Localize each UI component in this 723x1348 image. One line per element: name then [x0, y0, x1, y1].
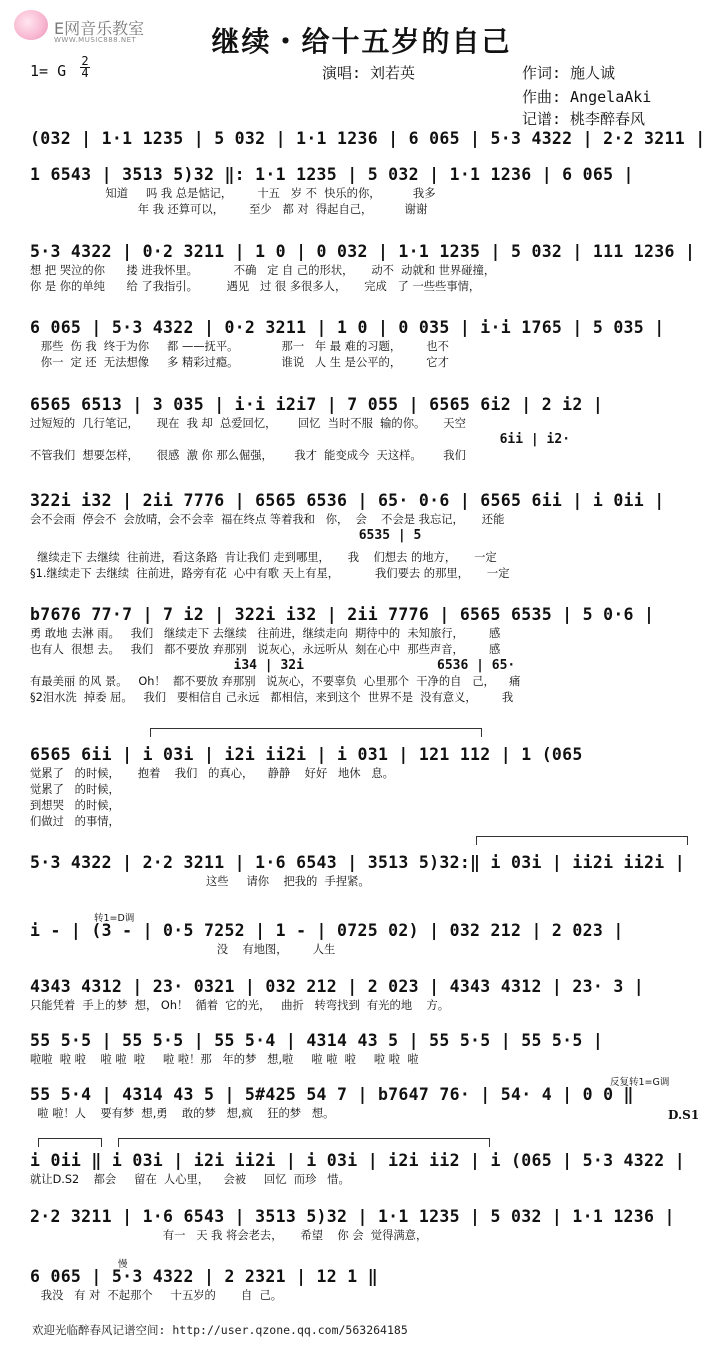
volta-bracket	[150, 728, 482, 737]
lyric-line: 就让D.S2 都会 留在 人心里， 会被 回忆 而珍 惜。	[30, 1173, 350, 1186]
lyric-line: 过短短的 几行笔记， 现在 我 却 总爱回忆， 回忆 当时不服 输的你。 天空	[30, 417, 466, 430]
notes-line: 6565 6513 | 3 035 | i·i i2i7 | 7 055 | 6565 6i2 | 2 i2 |	[30, 395, 604, 414]
score-line-1	[30, 128, 713, 150]
score-line-12	[30, 1030, 713, 1068]
lyric-line: 年 我 还算可以， 至少 都 对 得起自己， 谢谢	[30, 203, 428, 216]
lyric-line: 勇 敢地 去淋 雨。 我们 继续走下 去继续 往前进，继续走向 期待中的 未知旅行， 感	[30, 627, 501, 640]
lyric-line: §1.继续走下 去继续 往前进，路旁有花 心中有歌 天上有星， 我们要去 的那里， 一定	[30, 567, 510, 580]
time-top: 2	[81, 54, 89, 68]
notes-line: 6565 6ii | i 03i | i2i ii2i | i 031 | 121 112 | 1 (065	[30, 745, 583, 764]
transcriber-credit: 记谱: 桃李醉春风	[522, 110, 646, 128]
lyric-line: 没 有地图， 人生	[30, 943, 336, 956]
lyric-line: 到想哭 的时候，	[30, 799, 120, 812]
lyric-line: 觉累了 的时候， 抱着 我们 的真心， 静静 好好 地休 息。	[30, 767, 394, 780]
lyric-line: 啦 啦！人 要有梦 想,勇 敢的梦 想,疯 狂的梦 想。	[30, 1107, 335, 1120]
score-line-13	[30, 1084, 713, 1122]
notes-line: 5·3 4322 | 0·2 3211 | 1 0 | 0 032 | 1·1 1235 | 5 032 | 111 1236 |	[30, 242, 696, 261]
notes-line: 2·2 3211 | 1·6 6543 | 3513 5)32 | 1·1 1235 | 5 032 | 1·1 1236 |	[30, 1207, 675, 1226]
repeat-note: 反复转1=G调	[610, 1077, 670, 1088]
lyric-line: 你 是 你的单纯 给 了我指引。 遇见 过 很 多很多人， 完成 了 一些些事情，	[30, 280, 481, 293]
lyric-line: 啦啦 啦 啦 啦 啦 啦 啦 啦！那 年的梦 想,啦 啦 啦 啦 啦 啦 啦	[30, 1053, 419, 1066]
notes-line: i - | (3 - | 0·5 7252 | 1 - | 0725 02) | 032 212 | 2 023 |	[30, 921, 624, 940]
logo-text: E网音乐教室	[54, 19, 145, 38]
notes-line: 6 065 | 5·3 4322 | 2 2321 | 12 1 ‖	[30, 1267, 378, 1286]
singer-credit: 演唱: 刘若英	[322, 64, 416, 82]
lyric-line: 们做过 的事情，	[30, 815, 120, 828]
notes-line: b7676 77·7 | 7 i2 | 322i i32 | 2ii 7776 | 6565 6535 | 5 0·6 |	[30, 605, 655, 624]
score-line-4	[30, 317, 713, 371]
lyric-line: 我没 有 对 不起那个 十五岁的 自 己。	[30, 1289, 283, 1302]
lyric-line: 这些 请你 把我的 手捏紧。	[30, 875, 370, 888]
volta-bracket-3	[38, 1138, 102, 1147]
time-signature	[80, 56, 90, 79]
notes-line: 6 065 | 5·3 4322 | 0·2 3211 | 1 0 | 0 035 | i·i 1765 | 5 035 |	[30, 318, 665, 337]
lyricist-credit: 作词: 施人诚	[522, 64, 616, 82]
lyric-line: 只能凭着 手上的梦 想， Oh！ 循着 它的光， 曲折 转弯找到 有光的地 方。	[30, 999, 450, 1012]
score-line-10	[30, 920, 713, 958]
lyric-line: §2泪水洗 掉委 屈。 我们 要相信自 己永远 都相信，来到这个 世界不是 没有意义， 我	[30, 691, 514, 704]
score-line-7	[30, 604, 713, 706]
lyric-line: 那些 伤 我 终于为你 都 ——抚平。 那一 年 最 难的习题， 也不	[30, 340, 449, 353]
lyric-line: 有一 天 我 将会老去， 希望 你 会 觉得满意，	[30, 1229, 428, 1242]
score-line-3	[30, 241, 713, 295]
alt-notes: 6ii | i2·	[30, 432, 571, 447]
score-line-16	[30, 1266, 713, 1304]
lyric-line: 也有人 很想 去。 我们 都不要放 弃那别 说灰心，永远听从 刻在心中 那些声音， 感	[30, 643, 501, 656]
lyric-line: 知道 吗 我 总是惦记， 十五 岁 不 快乐的你， 我多	[30, 187, 436, 200]
notes-line: 4343 4312 | 23· 0321 | 032 212 | 2 023 | 4343 4312 | 23· 3 |	[30, 977, 645, 996]
notes-line: 1 6543 | 3513 5)32 ‖: 1·1 1235 | 5 032 | 1·1 1236 | 6 065 |	[30, 165, 634, 184]
lyric-line: 继续走下 去继续 往前进，看这条路 肯让我们 走到哪里， 我 们想去 的地方， 一定	[30, 551, 497, 564]
notes-line: i 0ii ‖ i 03i | i2i ii2i | i 03i | i2i ii2 | i (065 | 5·3 4322 |	[30, 1151, 685, 1170]
score-line-14	[30, 1150, 713, 1188]
score-line-15	[30, 1206, 713, 1244]
notes-line: 5·3 4322 | 2·2 3211 | 1·6 6543 | 3513 5)32:‖ i 03i | ii2i ii2i |	[30, 853, 685, 872]
time-bottom: 4	[81, 66, 89, 80]
score-line-8	[30, 744, 713, 830]
volta-bracket-4	[118, 1138, 490, 1147]
volta-bracket-2	[476, 836, 688, 845]
score-line-5	[30, 394, 713, 464]
score-line-11	[30, 976, 713, 1014]
alt-notes: i34 | 32i 6536 | 65·	[30, 658, 516, 673]
alt-notes: 6535 | 5	[30, 528, 422, 543]
notes-line: (032 | 1·1 1235 | 5 032 | 1·1 1236 | 6 065 | 5·3 4322 | 2·2 3211 |	[30, 129, 706, 148]
lyric-line: 你一 定 还 无法想像 多 精彩过瘾。 谁说 人 生 是公平的， 它才	[30, 356, 449, 369]
notes-line: 55 5·5 | 55 5·5 | 55 5·4 | 4314 43 5 | 55 5·5 | 55 5·5 |	[30, 1031, 604, 1050]
notes-line: 322i i32 | 2ii 7776 | 6565 6536 | 65· 0·6 | 6565 6ii | i 0ii |	[30, 491, 665, 510]
lyric-line: 有最美丽 的风 景。 Oh！ 都不要放 弃那别 说灰心，不要辜负 心里那个 干净的自 己， 痛	[30, 675, 521, 688]
lyric-line: 觉累了 的时候，	[30, 783, 120, 796]
lyric-line: 会不会雨 停会不 会放晴，会不会幸 福在终点 等着我和 你， 会 不会是 我忘记， 还能	[30, 513, 505, 526]
footer-credit: 欢迎光临醉春风记谱空间: http://user.qzone.qq.com/563264185	[32, 1323, 408, 1337]
score-line-9	[30, 852, 713, 890]
logo-url: WWW.MUSIC888.NET	[54, 36, 137, 44]
lyric-line: 不管我们 想要怎样， 很感 激 你 那么倔强， 我才 能变成今 天这样。 我们	[30, 449, 466, 462]
tempo-mark: 慢	[118, 1259, 128, 1270]
score-line-2	[30, 164, 713, 218]
score-line-6	[30, 490, 713, 582]
key-signature: 1= G	[30, 62, 67, 80]
notes-line: 55 5·4 | 4314 43 5 | 5#425 54 7 | b7647 76· | 54· 4 | 0 0 ‖	[30, 1085, 634, 1104]
composer-credit: 作曲: AngelaAki	[522, 88, 652, 106]
lyric-line: 想 把 哭泣的你 搂 进我怀里。 不确 定 自 己的形状， 动不 动就和 世界碰撞，	[30, 264, 496, 277]
ds-mark: D.S1	[668, 1108, 700, 1122]
song-title: 继续・给十五岁的自己	[211, 25, 512, 58]
modulation-mark: 转1=D调	[94, 913, 135, 924]
